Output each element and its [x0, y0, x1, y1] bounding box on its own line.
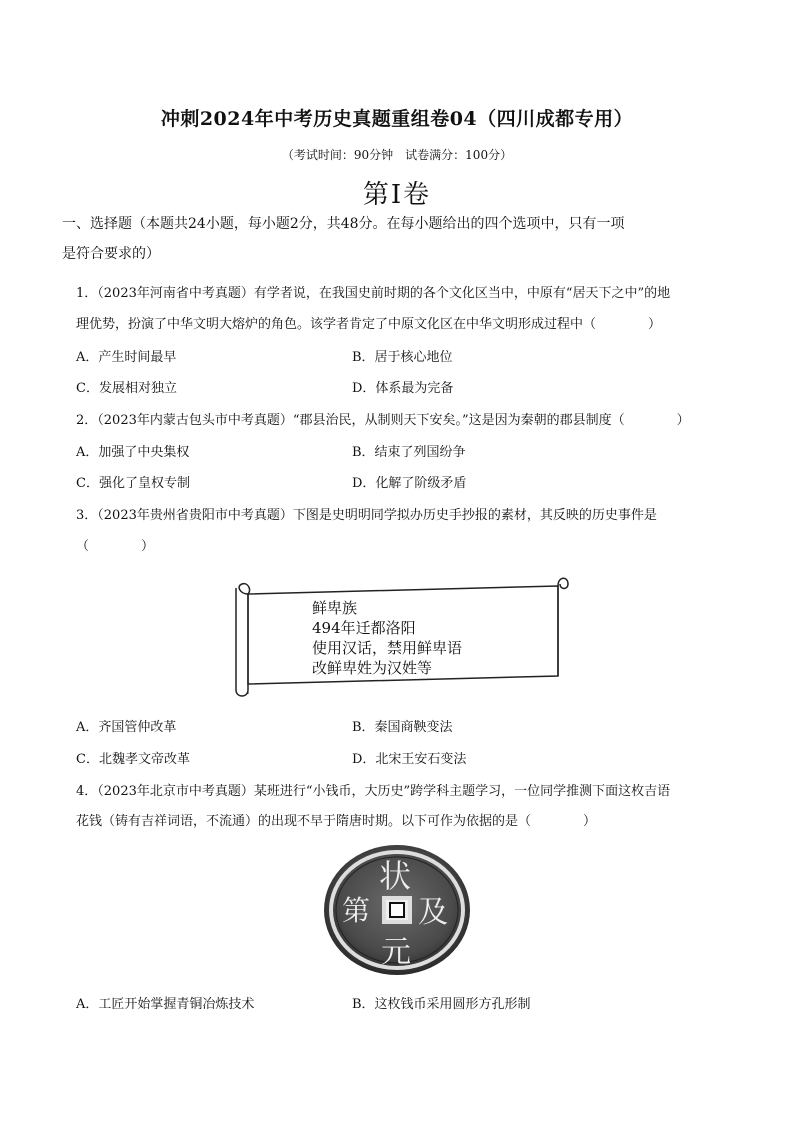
- q2-option-a: A．加强了中央集权: [76, 445, 190, 460]
- q1-option-a: A．产生时间最早: [76, 350, 177, 365]
- q1-option-b: B．居于核心地位: [352, 350, 453, 365]
- scroll-figure: [230, 572, 570, 702]
- scroll-line-1: 鲜卑族: [312, 599, 358, 617]
- coin-char-top: 状: [379, 857, 412, 895]
- q3-stem-line2: （ ）: [76, 539, 155, 554]
- scroll-line-4: 改鲜卑姓为汉姓等: [312, 659, 433, 677]
- q4-stem-line2: 花钱（铸有吉祥词语，不流通）的出现不早于隋唐时期。以下可作为依据的是（ ）: [76, 814, 597, 829]
- q4-stem-line1: 4．（2023年北京市中考真题）某班进行“小钱币，大历史”跨学科主题学习，一位同学推测下面这枚吉语: [76, 784, 671, 799]
- exam-info: （考试时间：90分钟 试卷满分：100分）: [281, 148, 513, 162]
- q1-option-c: C．发展相对独立: [76, 381, 177, 396]
- q4-option-a: A．工匠开始掌握青铜冶炼技术: [76, 997, 255, 1012]
- q3-option-d: D．北宋王安石变法: [352, 752, 467, 767]
- coin-char-bottom: 元: [381, 935, 411, 970]
- coin-char-right: 及: [418, 895, 448, 930]
- q3-option-b: B．秦国商鞅变法: [352, 720, 453, 735]
- q1-option-d: D．体系最为完备: [352, 381, 454, 396]
- volume-heading: 第Ⅰ卷: [362, 180, 432, 210]
- q3-option-c: C．北魏孝文帝改革: [76, 752, 190, 767]
- q1-stem-line1: 1．（2023年河南省中考真题）有学者说，在我国史前时期的各个文化区当中，中原有“居天下之中”的地: [76, 286, 671, 301]
- scroll-line-2: 494年迁都洛阳: [312, 619, 416, 637]
- q3-option-a: A．齐国管仲改革: [76, 720, 177, 735]
- page-title: 冲刺2024年中考历史真题重组卷04（四川成都专用）: [160, 108, 634, 130]
- q1-stem-line2: 理优势，扮演了中华文明大熔炉的角色。该学者肯定了中原文化区在中华文明形成过程中（ ）: [76, 317, 662, 332]
- section-heading-line2: 是符合要求的）: [62, 246, 160, 262]
- coin-char-left: 第: [342, 894, 371, 927]
- q2-option-d: D．化解了阶级矛盾: [352, 476, 467, 491]
- q2-option-c: C．强化了皇权专制: [76, 476, 190, 491]
- q2-stem-line1: 2．（2023年内蒙古包头市中考真题）“郡县治民，从制则天下安矣。”这是因为秦朝的郡县制度（ ）: [76, 413, 690, 428]
- q4-option-b: B．这枚钱币采用圆形方孔形制: [352, 997, 531, 1012]
- section-heading-line1: 一、选择题（本题共24小题，每小题2分，共48分。在每小题给出的四个选项中，只有一项: [62, 216, 625, 232]
- scroll-line-3: 使用汉话，禁用鲜卑语: [312, 639, 463, 657]
- q3-stem-line1: 3．（2023年贵州省贵阳市中考真题）下图是史明明同学拟办历史手抄报的素材，其反映的历史事件是: [76, 508, 657, 523]
- q2-option-b: B．结束了列国纷争: [352, 445, 466, 460]
- coin-image: [322, 843, 472, 978]
